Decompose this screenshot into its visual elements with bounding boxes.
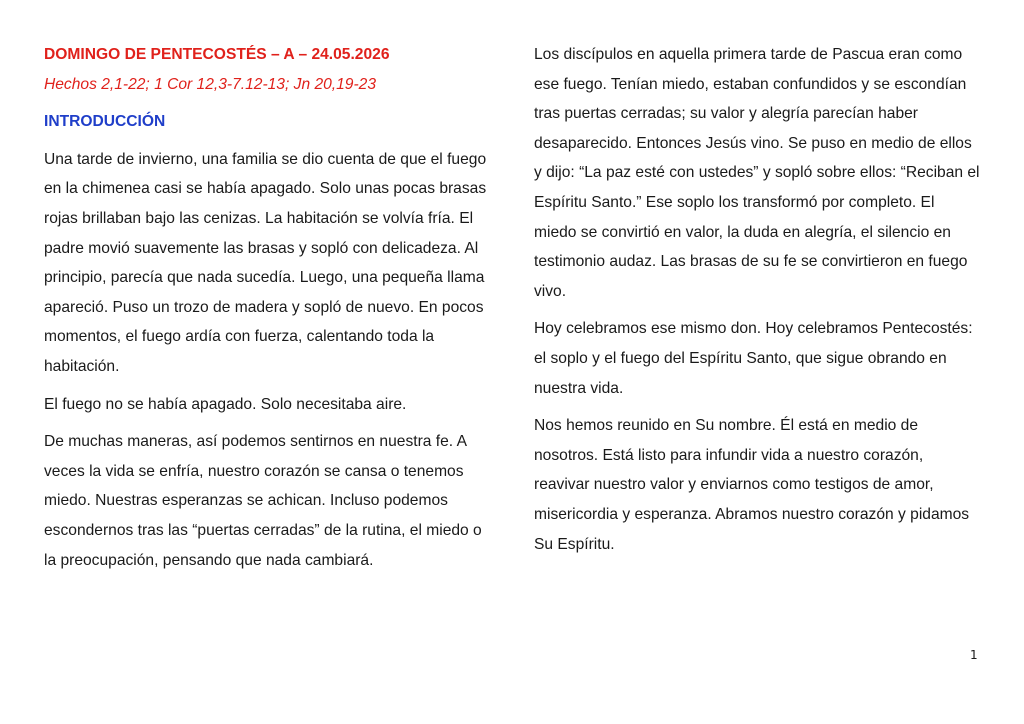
section-heading: INTRODUCCIÓN bbox=[44, 113, 166, 131]
paragraph: De muchas maneras, así podemos sentirnos en nuestra fe. A veces la vida se enfría, nuestro corazón se cansa o tenemos miedo. Nuestras esperanzas se achican. Incluso podemos escondernos tras las “puertas cerradas” de la rutina, el miedo o la preocupación, pensando que nada cambiará. bbox=[44, 433, 482, 569]
scripture-readings: Hechos 2,1-22; 1 Cor 12,3-7.12-13; Jn 20,19-23 bbox=[44, 75, 377, 93]
left-column bbox=[44, 40, 496, 583]
paragraph: Una tarde de invierno, una familia se dio cuenta de que el fuego en la chimenea casi se había apagado. Solo unas pocas brasas rojas brillaban bajo las cenizas. La habitación se volvía fría. El padre movió suavemente las brasas y sopló con delicadeza. Al principio, parecía que nada sucedía. Luego, una pequeña llama apareció. Puso un trozo de madera y sopló de nuevo. En pocos momentos, el fuego ardía con fuerza, calentando toda la habitación. bbox=[44, 150, 487, 375]
document-title: DOMINGO DE PENTECOSTÉS – A – 24.05.2026 bbox=[44, 46, 390, 63]
paragraph: Hoy celebramos ese mismo don. Hoy celebramos Pentecostés: el soplo y el fuego del Espíritu Santo, que sigue obrando en nuestra vida. bbox=[534, 320, 973, 397]
paragraph: Nos hemos reunido en Su nombre. Él está en medio de nosotros. Está listo para infundir vida a nuestro corazón, reavivar nuestro valor y enviarnos como testigos de amor, misericordia y esperanza. Abramos nuestro corazón y pidamos Su Espíritu. bbox=[534, 417, 970, 553]
paragraph: Los discípulos en aquella primera tarde de Pascua eran como ese fuego. Tenían miedo, estaban confundidos y se escondían tras puertas cerradas; su valor y alegría parecían haber desaparecido. Entonces Jesús vino. Se puso en medio de ellos y dijo: “La paz esté con ustedes” y sopló sobre ellos: “Reciban el Espíritu Santo.” Ese soplo los transformó por completo. El miedo se convirtió en valor, la duda en alegría, el silencio en testimonio audaz. Las brasas de su fe se convirtieron en fuego vivo. bbox=[534, 46, 980, 300]
paragraph: El fuego no se había apagado. Solo necesitaba aire. bbox=[44, 395, 407, 413]
page-number: 1 bbox=[970, 648, 978, 662]
right-column bbox=[534, 40, 980, 567]
